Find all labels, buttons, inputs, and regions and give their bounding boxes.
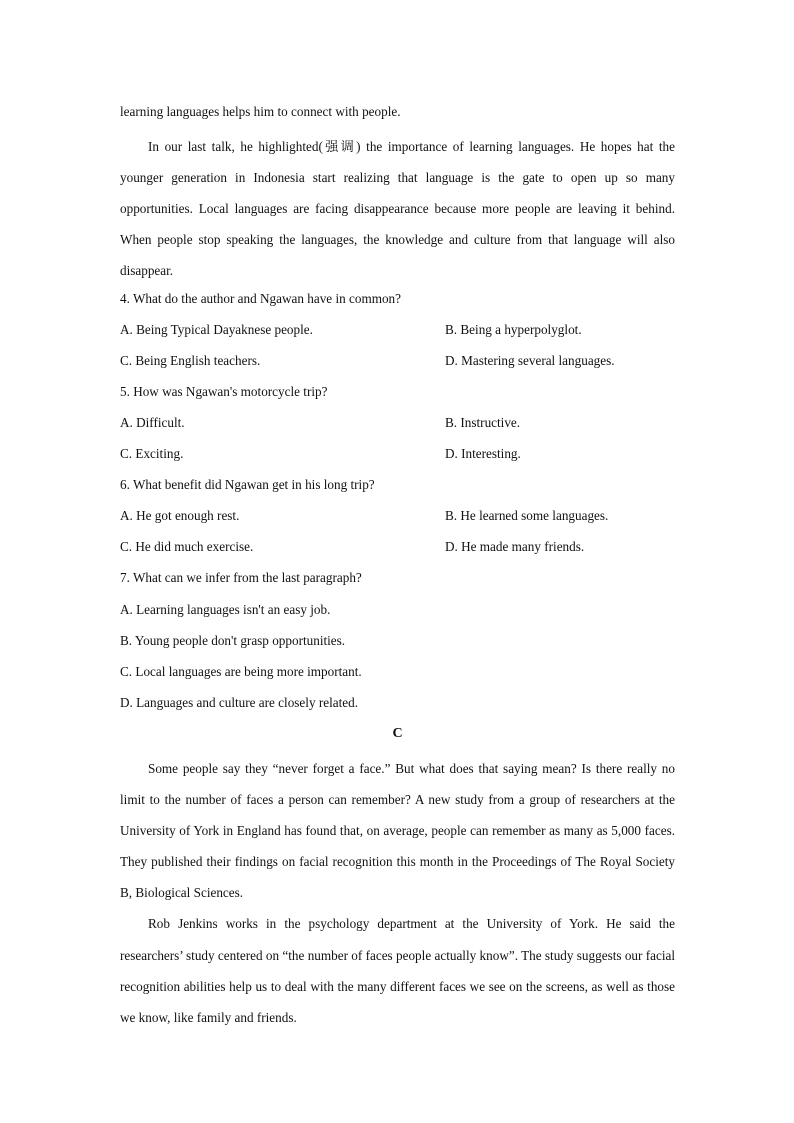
paragraph-continuation: learning languages helps him to connect with people.	[120, 104, 401, 119]
paragraph-last-talk: In our last talk, he highlighted(强调) the importance of learning languages. He hopes hat the younger generation in Indonesia start realizing that language is the gate to open up so many opportunities. Local languages are facing disappearance because more people are leaving it behind. When people stop speaking the languages, the knowledge and culture from that language will also disappear.	[120, 139, 675, 279]
question-4-options-row-2	[120, 349, 675, 380]
question-4-option-d: D. Mastering several languages.	[445, 352, 615, 368]
question-6-options-row-2	[120, 535, 675, 566]
paragraph-rob-jenkins: Rob Jenkins works in the psychology department at the University of York. He said the researchers’ study centered on “the number of faces people actually know”. The study suggests our facial recognition abilities help us to deal with the many different faces we see on the screens, as well as those we know, like family and friends.	[120, 916, 675, 1025]
question-6-option-d: D. He made many friends.	[445, 539, 585, 555]
question-6-option-a: A. He got enough rest.	[120, 508, 240, 524]
section-heading-c: C	[392, 725, 403, 741]
question-6-options-row-1	[120, 504, 675, 535]
question-5-option-a: A. Difficult.	[120, 414, 185, 430]
question-5-option-d: D. Interesting.	[445, 446, 521, 462]
question-4-option-a: A. Being Typical Dayaknese people.	[120, 321, 313, 337]
question-6-option-b: B. He learned some languages.	[445, 508, 609, 524]
question-5-stem: 5. How was Ngawan's motorcycle trip?	[120, 383, 328, 399]
question-7-option-b: B. Young people don't grasp opportunities.	[120, 632, 346, 648]
question-6-stem: 6. What benefit did Ngawan get in his long trip?	[120, 477, 375, 493]
question-4-options-row-1	[120, 318, 675, 349]
question-7-option-d: D. Languages and culture are closely related.	[120, 694, 358, 710]
question-5-option-b: B. Instructive.	[445, 414, 521, 430]
question-7-option-a: A. Learning languages isn't an easy job.	[120, 601, 331, 617]
question-6-option-c: C. He did much exercise.	[120, 539, 254, 555]
question-4-option-c: C. Being English teachers.	[120, 352, 261, 368]
paragraph-faces-study: Some people say they “never forget a face.” But what does that saying mean? Is there really no limit to the number of faces a person can remember? A new study from a group of researchers at the University of York in England has found that, on average, people can remember as many as 5,000 faces. They published their findings on facial recognition this month in the Proceedings of The Royal Society B, Biological Sciences.	[120, 760, 675, 901]
question-5-options-row-1	[120, 411, 675, 442]
question-5-options-row-2	[120, 442, 675, 473]
question-7-stem: 7. What can we infer from the last paragraph?	[120, 570, 362, 586]
question-5-option-c: C. Exciting.	[120, 446, 184, 462]
question-7-option-c: C. Local languages are being more important.	[120, 663, 362, 679]
document-page	[120, 100, 675, 1033]
question-4-stem: 4. What do the author and Ngawan have in common?	[120, 290, 402, 306]
question-4-option-b: B. Being a hyperpolyglot.	[445, 321, 582, 337]
